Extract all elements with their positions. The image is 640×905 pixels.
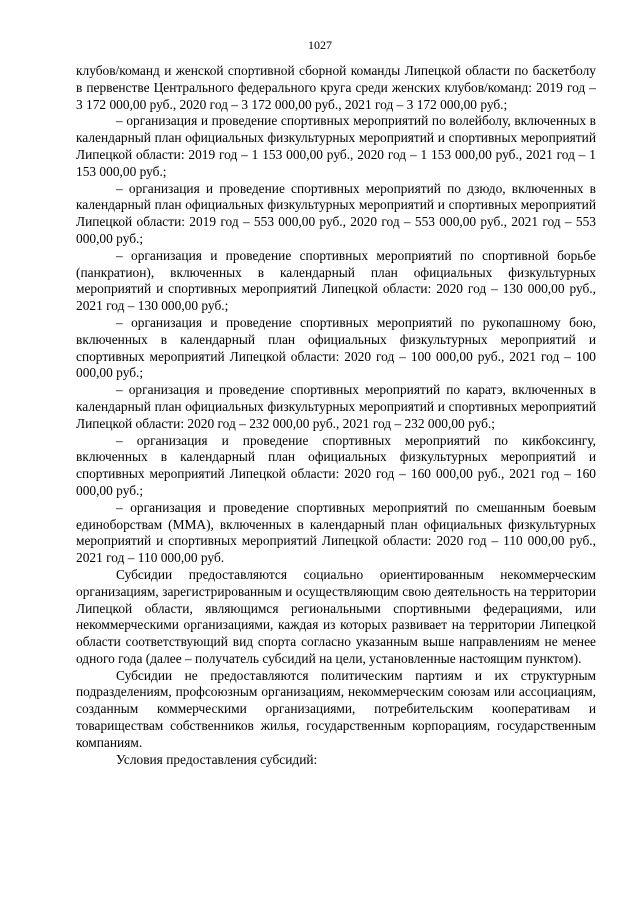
paragraph: – организация и проведение спортивных мероприятий по каратэ, включенных в календарный план официальных физкультурных мероприятий и спортивных мероприятий Липецкой области: 2020 год – 232 000,00 руб., 2021 год – 232 000,00 руб.;	[76, 382, 596, 431]
paragraph: Условия предоставления субсидий:	[116, 751, 318, 767]
paragraph: – организация и проведение спортивных мероприятий по волейболу, включенных в календарный план официальных физкультурных мероприятий и спортивных мероприятий Липецкой области: 2019 год – 1 153 000,00 руб., 2020 год – 1 153 000,00 руб., 2021 год – 1 153 000,00 руб.;	[76, 113, 596, 179]
paragraph: – организация и проведение спортивных мероприятий по кикбоксингу, включенных в календарный план официальных физкультурных мероприятий и спортивных мероприятий Липецкой области: 2020 год – 160 000,00 руб., 2021 год – 160 000,00 руб.;	[76, 432, 596, 498]
paragraph: Субсидии не предоставляются политическим партиям и их структурным подразделениям, профсоюзным организациям, некоммерческим союзам или ассоциациям, созданным коммерческими организациями, потребительским кооперативам и товариществам собственников жилья, государственным корпорациям, государственным компаниям.	[76, 667, 596, 750]
paragraph: – организация и проведение спортивных мероприятий по смешанным боевым единоборствам (ММА), включенных в календарный план официальных физкультурных мероприятий и спортивных мероприятий Липецкой области: 2020 год – 110 000,00 руб., 2021 год – 110 000,00 руб.	[76, 499, 596, 566]
page-number: 1027	[308, 38, 332, 52]
document-body	[76, 63, 596, 768]
paragraph: Субсидии предоставляются социально ориентированным некоммерческим организациям, зарегистрированным и осуществляющим свою деятельность на территории Липецкой области, являющимся региональными спортивными федерациями, или некоммерческими организациями, каждая из которых развивает на территории Липецкой области соответствующий вид спорта согласно указанным выше направлениям не менее одного года (далее – получатель субсидий на цели, установленные настоящим пунктом).	[76, 566, 596, 666]
paragraph: – организация и проведение спортивных мероприятий по дзюдо, включенных в календарный план официальных физкультурных мероприятий и спортивных мероприятий Липецкой области: 2019 год – 553 000,00 руб., 2020 год – 553 000,00 руб., 2021 год – 553 000,00 руб.;	[76, 180, 596, 246]
paragraph: клубов/команд и женской спортивной сборной команды Липецкой области по баскетболу в первенстве Центрального федерального круга среди женских клубов/команд: 2019 год – 3 172 000,00 руб., 2020 год – 3 172 000,00 руб., 2021 год – 3 172 000,00 руб.;	[76, 63, 596, 112]
paragraph: – организация и проведение спортивных мероприятий по рукопашному бою, включенных в календарный план официальных физкультурных мероприятий и спортивных мероприятий Липецкой области: 2020 год – 100 000,00 руб., 2021 год – 100 000,00 руб.;	[76, 314, 596, 381]
paragraph: – организация и проведение спортивных мероприятий по спортивной борьбе (панкратион), включенных в календарный план официальных физкультурных мероприятий и спортивных мероприятий Липецкой области: 2020 год – 130 000,00 руб., 2021 год – 130 000,00 руб.;	[76, 247, 596, 314]
